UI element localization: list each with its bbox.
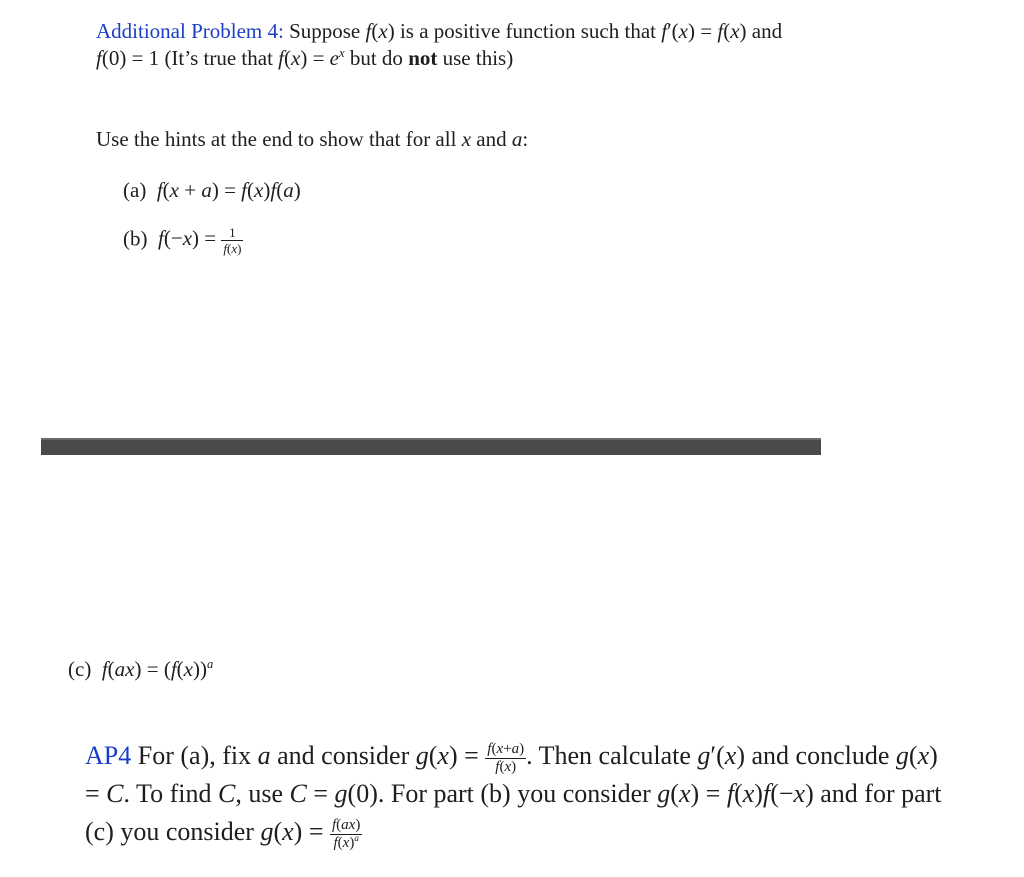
part-a-equation: f(x + a) = f(x)f(a)	[156, 178, 301, 202]
problem-text-2: is a positive function such that	[394, 19, 662, 43]
math-var-c: C	[218, 779, 236, 808]
problem-text-1: Suppose	[283, 19, 366, 43]
part-b-label: (b)	[123, 226, 148, 251]
math-var-x: x	[461, 127, 472, 151]
hints-text-1: For (a), fix	[131, 741, 258, 770]
math-f-x: f(x)	[365, 19, 395, 43]
hints-text-6: , use	[235, 779, 290, 808]
part-a	[123, 178, 301, 203]
math-var-a: a	[511, 127, 523, 151]
part-c	[68, 657, 213, 682]
hints-text-5: . To find	[123, 779, 218, 808]
math-exp: $f(x) = e^x$	[278, 46, 345, 70]
part-a-label: (a)	[123, 178, 147, 202]
hints-text-4: and conclude	[745, 741, 896, 770]
problem-statement	[96, 18, 786, 72]
math-g-definition-c: g(x) = $\frac{f(ax)}{f(x)^a}$	[260, 816, 361, 851]
part-b-equation: f(−x) = $\frac{1}{f(x)}$	[158, 225, 242, 256]
fraction-one-over-f: $\frac{1}{f(x)}$	[223, 225, 242, 256]
problem-text-5: but do	[344, 46, 409, 70]
hints-text-7: . For part (b) you consider	[377, 779, 658, 808]
instruction-text-2: and	[471, 127, 512, 151]
problem-text-4: (It’s true that	[159, 46, 279, 70]
part-c-label: (c)	[68, 657, 92, 681]
math-initial-condition: f(0) = 1	[96, 46, 160, 70]
hints-label: AP4	[85, 741, 132, 770]
part-c-equation: $f(ax) = (f(x))^a$	[101, 657, 214, 681]
hints-text-3: . Then calculate	[526, 741, 698, 770]
math-c-eq-g0: C = g(0)	[289, 779, 378, 808]
math-derivative-eq: f′(x) = f(x)	[661, 19, 747, 43]
math-var-a: a	[257, 741, 271, 770]
problem-bold-not: not	[408, 46, 438, 70]
math-g-prime: g′(x)	[697, 741, 745, 770]
problem-text-3: and	[746, 19, 783, 43]
hints-text-8: and for part (c) you consider	[85, 779, 942, 846]
fraction-f-power: $\frac{f(ax)}{f(x)^a}$	[331, 816, 361, 851]
page-divider-bar	[41, 438, 821, 455]
instruction-text-1: Use the hints at the end to show that for all	[96, 127, 462, 151]
math-g-definition-a: g(x) = $\frac{f(x+a)}{f(x)}$	[415, 740, 525, 775]
problem-text-6: use this)	[437, 46, 514, 70]
math-g-const: g(x) = C	[85, 741, 938, 808]
instruction-text-3: :	[522, 127, 529, 151]
fraction-f-shift: $\frac{f(x+a)}{f(x)}$	[487, 740, 525, 775]
instruction-line	[96, 127, 528, 152]
hints-text-2: and consider	[270, 741, 416, 770]
part-b	[123, 226, 243, 255]
hints-paragraph	[85, 737, 945, 851]
problem-heading: Additional Problem 4:	[96, 19, 284, 43]
math-g-definition-b: g(x) = f(x)f(−x)	[657, 779, 814, 808]
